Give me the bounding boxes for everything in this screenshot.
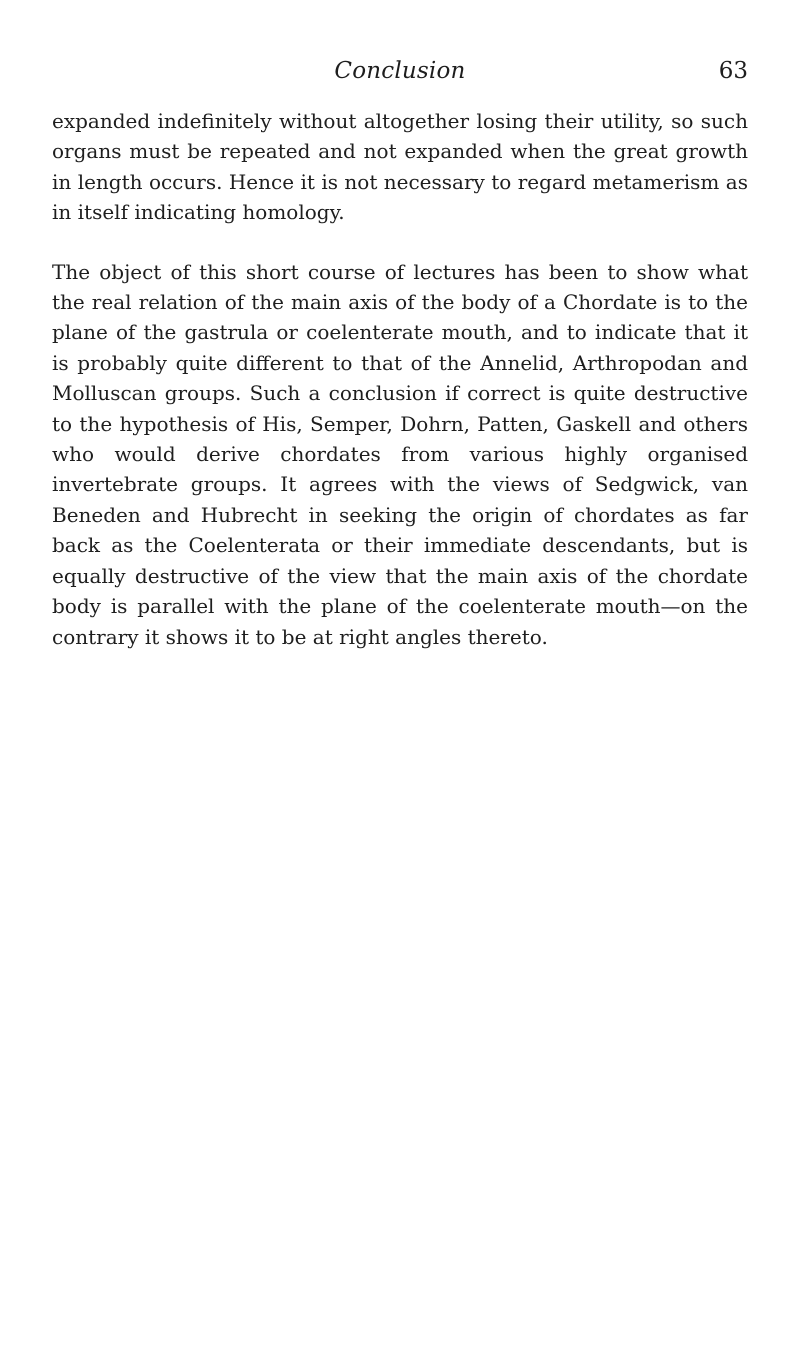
- page-number: 63: [718, 58, 748, 84]
- page-header: [52, 58, 748, 88]
- paragraph-2: The object of this short course of lectures has been to show what the real relation of the main axis of the body of a Chordate is to the plane of the gastrula or coelenterate mouth, and to indicate that it is probably quite different to that of the Annelid, Arthropodan and Molluscan groups. Such a conclusion if correct is quite destructive to the hypothesis of His, Semper, Dohrn, Patten, Gaskell and others who would derive chordates from various highly organised invertebrate groups. It agrees with the views of Sedgwick, van Beneden and Hubrecht in seeking the origin of chordates as far back as the Coelenterata or their immediate descendants, but is equally destructive of the view that the main axis of the chordate body is parallel with the plane of the coelenterate mouth—on the contrary it shows it to be at right angles thereto.: [52, 259, 748, 649]
- paragraph-1: expanded indefinitely without altogether losing their utility, so such organs must be repeated and not expanded when the great growth in length occurs. Hence it is not necessary to regard metamerism as in itself indicating homology.: [52, 109, 748, 225]
- running-title: Conclusion: [334, 58, 466, 84]
- body-text: [52, 106, 748, 652]
